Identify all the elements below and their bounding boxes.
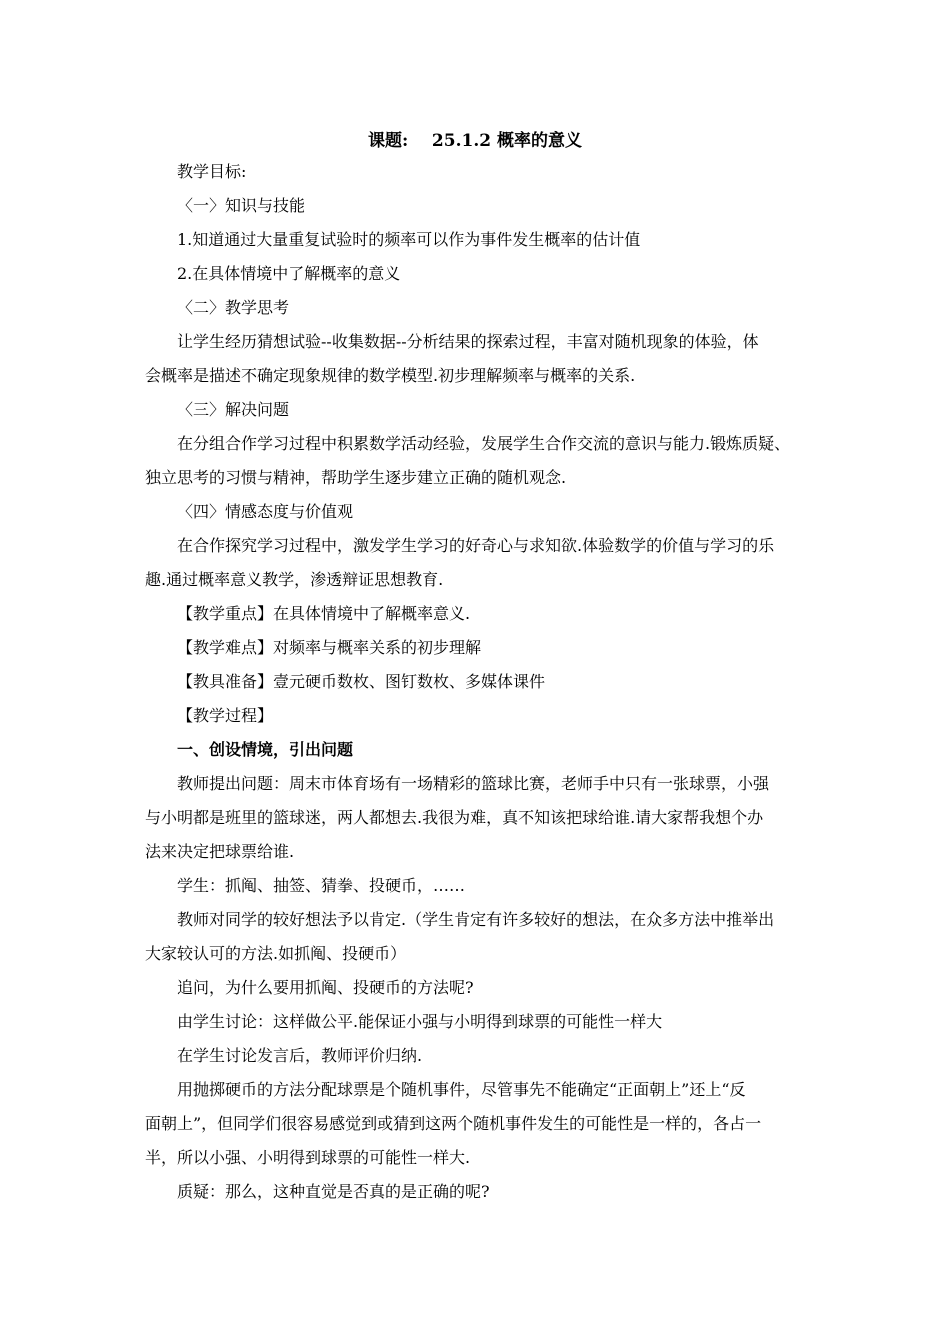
- paragraph-line: 会概率是描述不确定现象规律的数学模型.初步理解频率与概率的关系.: [145, 366, 636, 385]
- paragraph-line: 用抛掷硬币的方法分配球票是个随机事件，尽管事先不能确定“正面朝上”还上“反: [177, 1080, 746, 1099]
- paragraph-line: 在学生讨论发言后，教师评价归纳.: [177, 1046, 423, 1065]
- paragraph-line: 教师提出问题：周末市体育场有一场精彩的篮球比赛，老师手中只有一张球票，小强: [177, 774, 770, 793]
- paragraph-line: 在合作探究学习过程中，激发学生学习的好奇心与求知欲.体验数学的价值与学习的乐: [177, 536, 775, 555]
- paragraph-line: 趣.通过概率意义教学，渗透辩证思想教育.: [145, 570, 444, 589]
- subsection-knowledge-skills: 〈一〉知识与技能: [177, 196, 306, 215]
- paragraph-line: 追问，为什么要用抓阄、投硬币的方法呢?: [177, 978, 474, 997]
- paragraph-line: 由学生讨论：这样做公平.能保证小强与小明得到球票的可能性一样大: [177, 1012, 663, 1031]
- subsection-emotion-values: 〈四〉情感态度与价值观: [177, 502, 354, 521]
- section-heading-scenario: 一、创设情境，引出问题: [177, 740, 354, 759]
- teaching-key-point: 【教学重点】在具体情境中了解概率意义.: [177, 604, 471, 623]
- teaching-process-heading: 【教学过程】: [177, 706, 274, 725]
- document-title: 课题: 25.1.2 概率的意义: [367, 131, 583, 151]
- paragraph-line: 大家较认可的方法.如抓阄、投硬币）: [145, 944, 407, 963]
- paragraph-line: 让学生经历猜想试验--收集数据--分析结果的探索过程，丰富对随机现象的体验，体: [177, 332, 759, 351]
- paragraph-line: 1.知道通过大量重复试验时的频率可以作为事件发生概率的估计值: [177, 230, 641, 249]
- subsection-problem-solving: 〈三〉解决问题: [177, 400, 290, 419]
- paragraph-line: 在分组合作学习过程中积累数学活动经验，发展学生合作交流的意识与能力.锻炼质疑、: [177, 434, 791, 453]
- section-heading-objectives: 教学目标:: [177, 162, 247, 181]
- paragraph-line: 独立思考的习惯与精神，帮助学生逐步建立正确的随机观念.: [145, 468, 567, 487]
- paragraph-line: 与小明都是班里的篮球迷，两人都想去.我很为难，真不知该把球给谁.请大家帮我想个办: [145, 808, 764, 827]
- paragraph-line: 质疑：那么，这种直觉是否真的是正确的呢?: [177, 1182, 490, 1201]
- teaching-difficulty: 【教学难点】对频率与概率关系的初步理解: [177, 638, 482, 657]
- paragraph-line: 教师对同学的较好想法予以肯定.（学生肯定有许多较好的想法，在众多方法中推举出: [177, 910, 775, 929]
- paragraph-line: 学生：抓阄、抽签、猜拳、投硬币，……: [177, 876, 466, 895]
- subsection-teaching-thinking: 〈二〉教学思考: [177, 298, 290, 317]
- paragraph-line: 2.在具体情境中了解概率的意义: [177, 264, 401, 283]
- paragraph-line: 半，所以小强、小明得到球票的可能性一样大.: [145, 1148, 471, 1167]
- paragraph-line: 面朝上”，但同学们很容易感觉到或猜到这两个随机事件发生的可能性是一样的，各占一: [145, 1114, 762, 1133]
- teaching-aids: 【教具准备】壹元硬币数枚、图钉数枚、多媒体课件: [177, 672, 546, 691]
- paragraph-line: 法来决定把球票给谁.: [145, 842, 295, 861]
